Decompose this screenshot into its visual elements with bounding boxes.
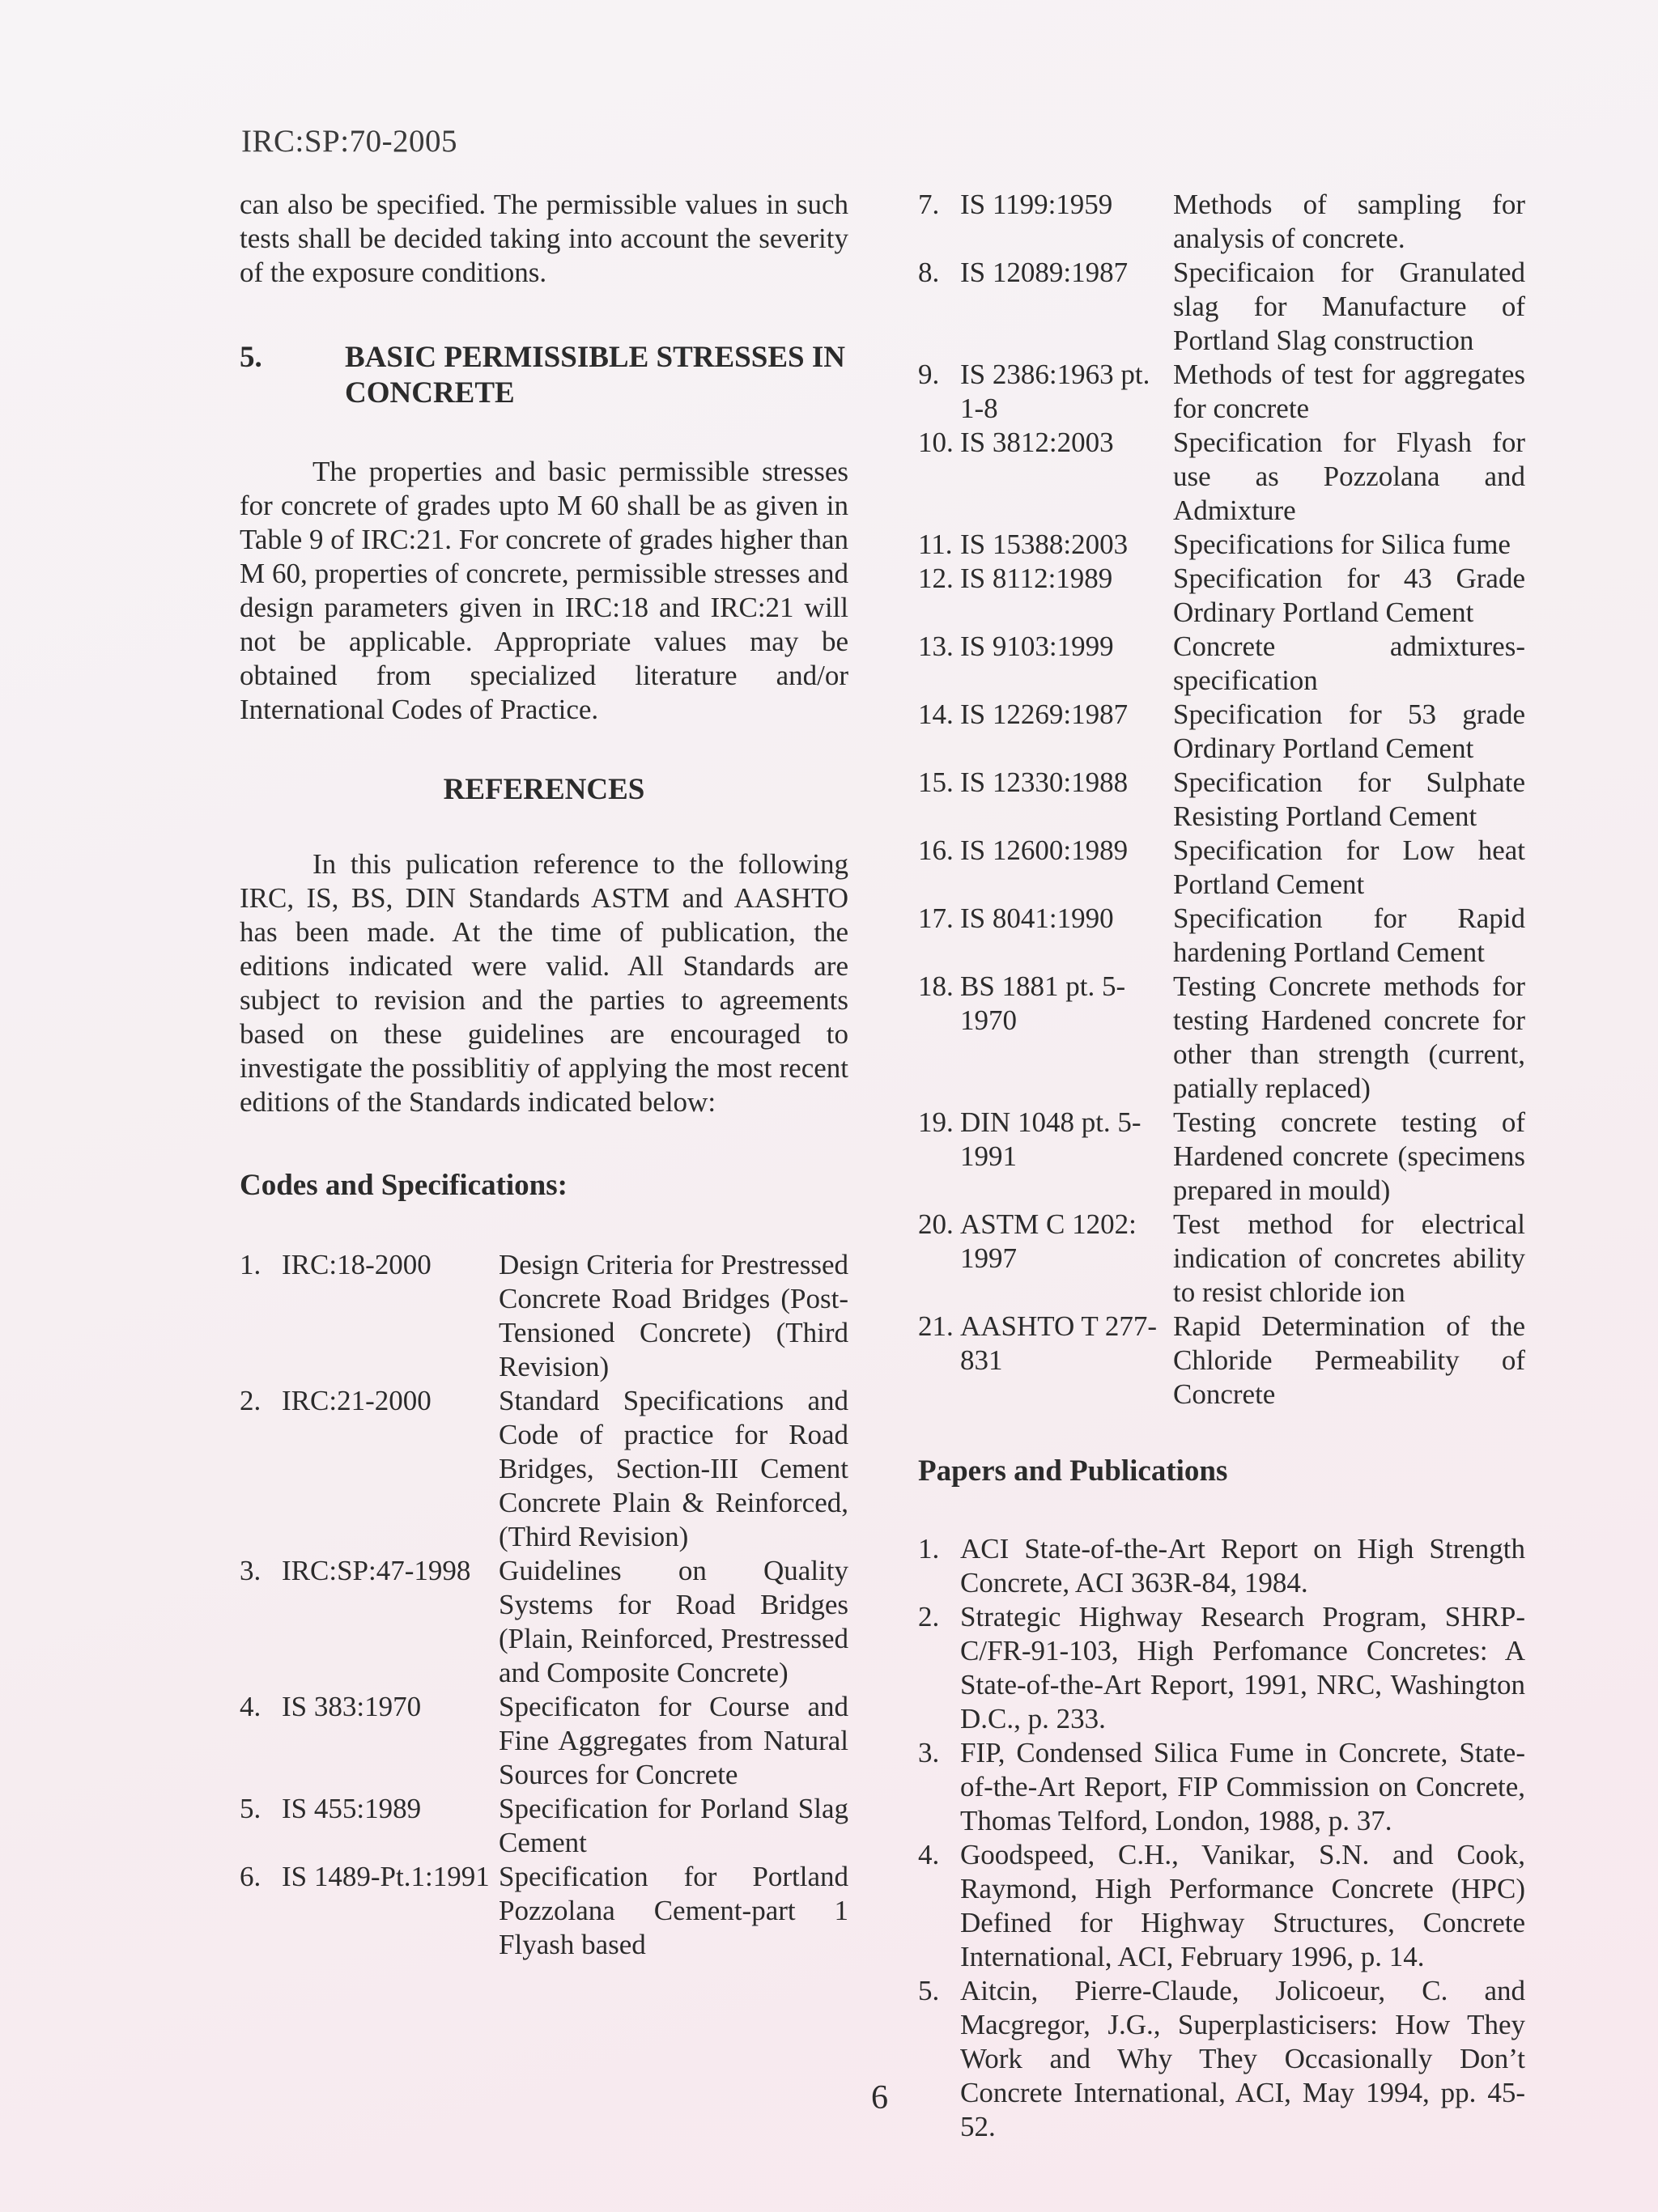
item-text: Methods of sampling for analysis of concrete. <box>1173 189 1525 254</box>
item-code: IS 12269:1987 <box>960 698 1129 730</box>
item-text: Specification for Low heat Portland Cement <box>1173 834 1525 900</box>
item-number: 1. <box>240 1249 261 1280</box>
list-item <box>918 1974 1525 2144</box>
list-item <box>240 1792 848 1860</box>
item-code: IS 15388:2003 <box>960 529 1129 560</box>
item-text: Test method for electrical indication of concretes ability to resist chloride ion <box>1173 1208 1525 1308</box>
list-item <box>918 1208 1525 1310</box>
section-heading <box>240 340 848 411</box>
item-code: IS 3812:2003 <box>960 427 1114 458</box>
list-item <box>918 1736 1525 1838</box>
item-number: 2. <box>918 1601 940 1632</box>
item-text: Specifications for Silica fume <box>1173 529 1511 560</box>
item-number: 5. <box>918 1975 940 2006</box>
item-text: Concrete admixtures-specification <box>1173 630 1525 696</box>
item-number: 4. <box>240 1691 261 1722</box>
item-number: 2. <box>240 1385 261 1416</box>
list-item <box>240 1860 848 1962</box>
item-number: 21. <box>918 1310 954 1342</box>
list-item <box>918 188 1525 256</box>
list-item <box>240 1248 848 1384</box>
item-code: IS 12089:1987 <box>960 257 1129 288</box>
item-number: 12. <box>918 563 954 594</box>
item-code: ASTM C 1202: 1997 <box>960 1208 1137 1274</box>
list-item <box>918 1600 1525 1736</box>
item-text: Rapid Determination of the Chloride Permeability of Concrete <box>1173 1310 1525 1410</box>
item-text: Methods of test for aggregates for concrete <box>1173 359 1525 424</box>
item-code: IRC:21-2000 <box>282 1385 432 1416</box>
item-code: IS 1489-Pt.1:1991 <box>282 1861 490 1892</box>
item-text: Specificaton for Course and Fine Aggregates from Natural Sources for Concrete <box>499 1691 848 1790</box>
list-item <box>918 834 1525 902</box>
item-text: FIP, Condensed Silica Fume in Concrete, State-of-the-Art Report, FIP Commission on Concrete, Thomas Telford, London, 1988, p. 37. <box>960 1737 1525 1836</box>
page-number: 6 <box>871 2079 888 2116</box>
item-text: Guidelines on Quality Systems for Road Bridges (Plain, Reinforced, Prestressed and Composite Concrete) <box>499 1555 848 1688</box>
list-item <box>240 1554 848 1690</box>
papers-list <box>918 1532 1525 2144</box>
item-code: IS 2386:1963 pt. 1-8 <box>960 359 1150 424</box>
item-text: Design Criteria for Prestressed Concrete Road Bridges (Post-Tensioned Concrete) (Third Revision) <box>499 1249 848 1382</box>
item-number: 16. <box>918 834 954 866</box>
list-item <box>918 970 1525 1106</box>
list-item <box>918 1106 1525 1208</box>
list-item <box>918 1838 1525 1974</box>
item-code: IS 12330:1988 <box>960 766 1129 798</box>
list-item <box>240 1690 848 1792</box>
item-number: 5. <box>240 1793 261 1824</box>
section-paragraph: The properties and basic permissible stresses for concrete of grades upto M 60 shall be as given in Table 9 of IRC:21. For concrete of grades higher than M 60, properties of concrete, permissible stresses and design parameters given in IRC:18 and IRC:21 will not be applicable. Appropriate values may be obtained from specialized literature and/or International Codes of Practice. <box>240 456 848 725</box>
item-code: IS 8112:1989 <box>960 563 1113 594</box>
list-item <box>918 562 1525 630</box>
list-item <box>918 1310 1525 1412</box>
item-number: 9. <box>918 359 940 390</box>
item-number: 4. <box>918 1839 940 1870</box>
item-number: 13. <box>918 630 954 662</box>
item-code: IS 383:1970 <box>282 1691 422 1722</box>
item-number: 17. <box>918 902 954 934</box>
item-number: 7. <box>918 189 940 220</box>
item-number: 3. <box>240 1555 261 1586</box>
item-code: IS 8041:1990 <box>960 902 1114 934</box>
right-column <box>918 188 1525 2144</box>
list-item <box>918 698 1525 766</box>
list-item <box>240 1384 848 1554</box>
item-code: AASHTO T 277-831 <box>960 1310 1158 1376</box>
item-text: Specification for 53 grade Ordinary Portland Cement <box>1173 698 1525 764</box>
item-text: Specification for Porland Slag Cement <box>499 1793 848 1858</box>
item-code: IRC:SP:47-1998 <box>282 1555 471 1586</box>
item-text: Aitcin, Pierre-Claude, Jolicoeur, C. and Macgregor, J.G., Superplasticisers: How They Work and Why They Occasionally Don’t Concrete International, ACI, May 1994, pp. 45-52. <box>960 1975 1525 2142</box>
item-text: Specificaion for Granulated slag for Manufacture of Portland Slag construction <box>1173 257 1525 356</box>
item-text: Specification for Flyash for use as Pozzolana and Admixture <box>1173 427 1525 526</box>
item-code: IS 9103:1999 <box>960 630 1114 662</box>
list-item <box>918 1532 1525 1600</box>
list-item <box>918 902 1525 970</box>
item-number: 19. <box>918 1106 954 1138</box>
item-text: Testing Concrete methods for testing Hardened concrete for other than strength (current, patially replaced) <box>1173 970 1525 1104</box>
item-number: 3. <box>918 1737 940 1768</box>
papers-heading: Papers and Publications <box>918 1454 1228 1488</box>
item-code: IS 12600:1989 <box>960 834 1129 866</box>
item-text: Specification for Sulphate Resisting Portland Cement <box>1173 766 1525 832</box>
codes-heading: Codes and Specifications: <box>240 1169 568 1202</box>
item-text: Standard Specifications and Code of practice for Road Bridges, Section-III Cement Concrete Plain & Reinforced, (Third Revision) <box>499 1385 848 1552</box>
page-header: IRC:SP:70-2005 <box>241 124 458 159</box>
item-number: 8. <box>918 257 940 288</box>
list-item <box>918 766 1525 834</box>
item-code: BS 1881 pt. 5-1970 <box>960 970 1126 1036</box>
item-number: 15. <box>918 766 954 798</box>
item-text: Specification for Portland Pozzolana Cement-part 1 Flyash based <box>499 1861 848 1960</box>
references-heading: REFERENCES <box>443 773 645 806</box>
left-column <box>240 188 848 1962</box>
item-text: Testing concrete testing of Hardened concrete (specimens prepared in mould) <box>1173 1106 1525 1206</box>
item-number: 10. <box>918 427 954 458</box>
item-code: IS 1199:1959 <box>960 189 1113 220</box>
list-item <box>918 426 1525 528</box>
references-paragraph: In this pulication reference to the following IRC, IS, BS, DIN Standards ASTM and AASHTO has been made. At the time of publication, the editions indicated were valid. All Standards are subject to revision and the parties to agreements based on these guidelines are encouraged to investigate the possiblitiy of applying the most recent editions of the Standards indicated below: <box>240 848 848 1118</box>
intro-paragraph: can also be specified. The permissible values in such tests shall be decided taking into account the severity of the exposure conditions. <box>240 189 848 288</box>
section-number: 5. <box>240 341 262 374</box>
list-item <box>918 630 1525 698</box>
item-number: 11. <box>918 529 953 560</box>
item-code: IS 455:1989 <box>282 1793 422 1824</box>
list-item <box>918 256 1525 358</box>
list-item <box>918 528 1525 562</box>
item-text: Specification for 43 Grade Ordinary Portland Cement <box>1173 563 1525 628</box>
item-number: 20. <box>918 1208 954 1240</box>
item-number: 1. <box>918 1533 940 1565</box>
section-title: BASIC PERMISSIBLE STRESSES IN CONCRETE <box>345 341 845 410</box>
item-code: IRC:18-2000 <box>282 1249 432 1280</box>
item-number: 18. <box>918 970 954 1002</box>
item-text: ACI State-of-the-Art Report on High Strength Concrete, ACI 363R-84, 1984. <box>960 1533 1525 1598</box>
item-number: 6. <box>240 1861 261 1892</box>
item-number: 14. <box>918 698 954 730</box>
item-text: Goodspeed, C.H., Vanikar, S.N. and Cook, Raymond, High Performance Concrete (HPC) Defined for Highway Structures, Concrete International, ACI, February 1996, p. 14. <box>960 1839 1525 1972</box>
codes-list-right <box>918 188 1525 1412</box>
list-item <box>918 358 1525 426</box>
codes-list-left <box>240 1248 848 1962</box>
item-text: Strategic Highway Research Program, SHRP-C/FR-91-103, High Perfomance Concretes: A State-of-the-Art Report, 1991, NRC, Washington D.C., p. 233. <box>960 1601 1525 1734</box>
item-code: DIN 1048 pt. 5-1991 <box>960 1106 1141 1172</box>
item-text: Specification for Rapid hardening Portland Cement <box>1173 902 1525 968</box>
